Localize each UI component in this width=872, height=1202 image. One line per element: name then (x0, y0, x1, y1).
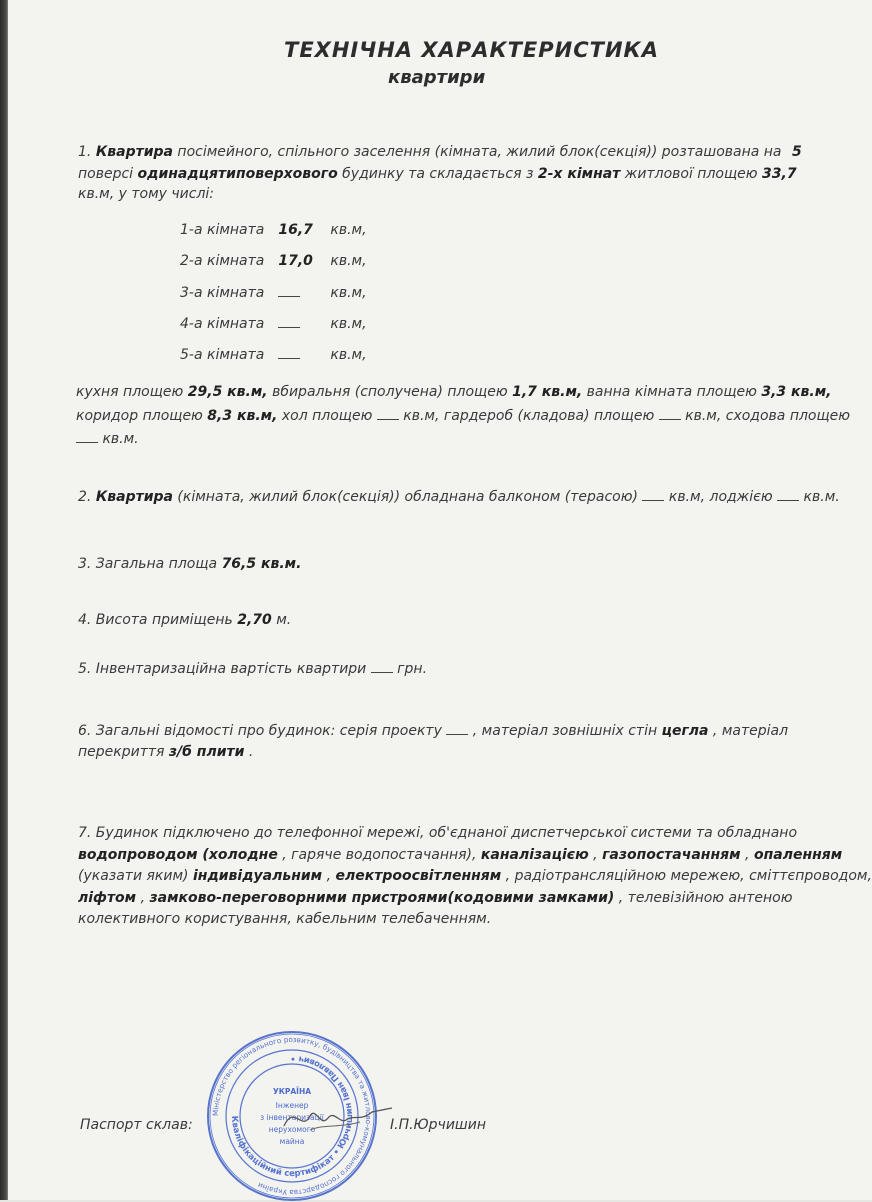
areas-line-1: кухня площею 29,5 кв.м, вбиральня (сполучена) площею 1,7 кв.м, ванна кімната площею 3,3 кв.м, (76, 384, 832, 400)
room-row: 5-а кімната кв.м, (180, 347, 367, 363)
room-row: 3-а кімната кв.м, (180, 285, 367, 301)
svg-text:УКРАЇНА: УКРАЇНА (272, 1087, 312, 1096)
section-1-line-2: поверсі одинадцятиповерхового будинку та складається з 2-х кімнат житлової площею 33,7 (78, 166, 797, 182)
svg-text:з інвентаризації: з інвентаризації (260, 1113, 324, 1122)
stamp-outer-text: Міністерство регіонального розвитку, будівництва та житлово-комунального господарства України (210, 1034, 374, 1198)
section-7-line-1: 7. Будинок підключено до телефонної мережі, об'єднаної диспетчерської системи та обладнано (78, 825, 798, 841)
svg-text:майна: майна (279, 1137, 305, 1146)
section-6-line-1: 6. Загальні відомості про будинок: серія проекту , матеріал зовнішніх стін цегла , матеріал (78, 723, 789, 739)
room-row: 4-а кімната кв.м, (180, 316, 367, 332)
section-2: 2. Квартира (кімната, жилий блок(секція)) обладнана балконом (терасою) кв.м, лоджією кв.м. (78, 489, 840, 505)
section-6-line-2: перекриття з/б плити . (78, 744, 254, 760)
stamp-mid-text: Кваліфікаційний сертифікат • Юрчишин Іван Павлович • (228, 1052, 356, 1180)
document-title: ТЕХНІЧНА ХАРАКТЕРИСТИКА (284, 38, 659, 62)
signature-icon (280, 1098, 400, 1138)
section-7-line-5: колективного користування, кабельним телебаченням. (78, 911, 492, 927)
room-row: 1-а кімната 16,7 кв.м, (180, 222, 367, 238)
section-5: 5. Інвентаризаційна вартість квартири грн. (78, 661, 428, 677)
areas-line-3: кв.м. (76, 430, 139, 447)
section-1-line-1: 1. Квартира посімейного, спільного заселення (кімната, жилий блок(секція)) розташована на 5 (78, 144, 802, 160)
areas-line-2: коридор площею 8,3 кв.м, хол площею кв.м, гардероб (кладова) площею кв.м, сходова площею (76, 408, 851, 424)
room-row: 2-а кімната 17,0 кв.м, (180, 253, 367, 269)
section-1-line-3: кв.м, у тому числі: (78, 186, 214, 202)
section-3: 3. Загальна площа 76,5 кв.м. (78, 556, 302, 572)
section-7-line-4: ліфтом , замково-переговорними пристроями(кодовими замками) , телевізійною антеною (78, 890, 793, 906)
section-7-line-2: водопроводом (холодне , гаряче водопостачання), каналізацією , газопостачанням , опаленням (78, 847, 843, 863)
svg-text:Інженер: Інженер (275, 1101, 309, 1110)
document-subtitle: квартири (388, 67, 486, 88)
compiled-by-label: Паспорт склав: (80, 1117, 193, 1133)
section-4: 4. Висота приміщень 2,70 м. (78, 612, 292, 628)
svg-text:нерухомого: нерухомого (268, 1125, 316, 1134)
compiler-name: І.П.Юрчишин (390, 1117, 486, 1133)
section-7-line-3: (указати яким) індивідуальним , електроосвітленням , радіотрансляційною мережею, сміттєпроводом, (78, 868, 872, 884)
document-sheet (8, 0, 872, 1200)
